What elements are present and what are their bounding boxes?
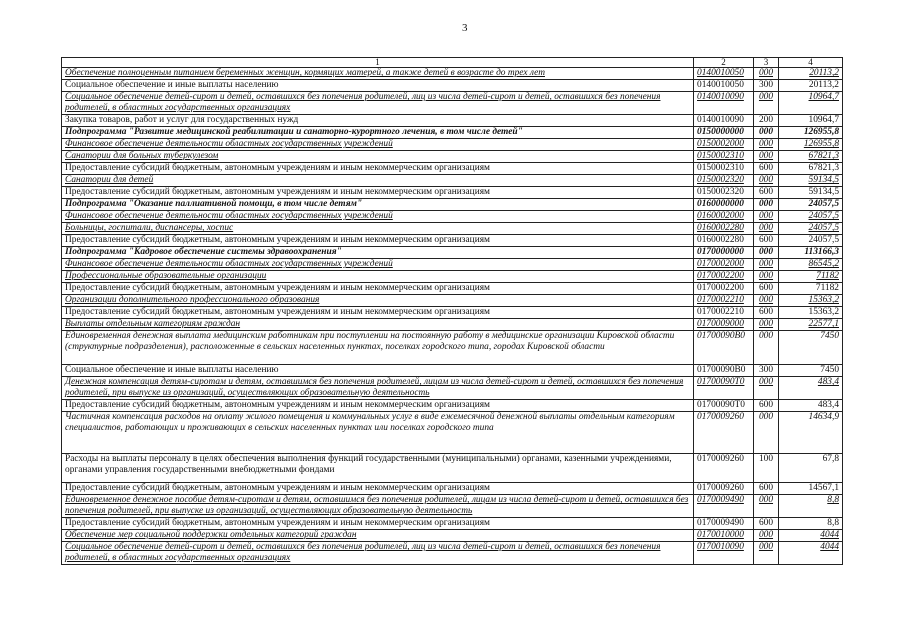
row-type-cell: 000 bbox=[754, 412, 779, 454]
row-amount-cell: 20113,2 bbox=[779, 68, 843, 80]
row-code-cell: 0170009490 bbox=[694, 495, 754, 518]
row-code-cell: 0170009260 bbox=[694, 454, 754, 483]
row-code-cell: 0150002320 bbox=[694, 187, 754, 199]
table-row bbox=[62, 331, 843, 365]
row-type-cell: 000 bbox=[754, 68, 779, 80]
row-type-cell: 000 bbox=[754, 542, 779, 565]
row-name-cell: Расходы на выплаты персоналу в целях обеспечения выполнения функций государственными (муниципальными) органами, казенными учреждениями, органами управления государственными внебюджетными фондами bbox=[62, 454, 694, 483]
table-row bbox=[62, 319, 843, 331]
row-type-cell: 000 bbox=[754, 199, 779, 211]
row-name-cell: Предоставление субсидий бюджетным, автономным учреждениям и иным некоммерческим организациям bbox=[62, 235, 694, 247]
row-code-cell: 0160000000 bbox=[694, 199, 754, 211]
row-code-cell: 0150002310 bbox=[694, 163, 754, 175]
row-amount-cell: 67821,3 bbox=[779, 151, 843, 163]
row-type-cell: 000 bbox=[754, 295, 779, 307]
row-type-cell: 100 bbox=[754, 454, 779, 483]
table-row bbox=[62, 115, 843, 127]
row-name-cell: Финансовое обеспечение деятельности областных государственных учреждений bbox=[62, 211, 694, 223]
row-name-cell: Социальное обеспечение и иные выплаты населению bbox=[62, 80, 694, 92]
row-name-cell: Подпрограмма "Кадровое обеспечение системы здравоохранения" bbox=[62, 247, 694, 259]
table-row bbox=[62, 518, 843, 530]
row-amount-cell: 14567,1 bbox=[779, 483, 843, 495]
row-name-cell: Предоставление субсидий бюджетным, автономным учреждениям и иным некоммерческим организациям bbox=[62, 518, 694, 530]
row-name-cell: Предоставление субсидий бюджетным, автономным учреждениям и иным некоммерческим организациям bbox=[62, 283, 694, 295]
table-row bbox=[62, 68, 843, 80]
row-type-cell: 000 bbox=[754, 319, 779, 331]
row-code-cell: 0150002310 bbox=[694, 151, 754, 163]
table-row bbox=[62, 92, 843, 115]
header-col-2: 2 bbox=[694, 58, 754, 68]
row-type-cell: 000 bbox=[754, 139, 779, 151]
header-col-4: 4 bbox=[779, 58, 843, 68]
row-amount-cell: 126955,8 bbox=[779, 127, 843, 139]
row-amount-cell: 14634,9 bbox=[779, 412, 843, 454]
row-type-cell: 000 bbox=[754, 530, 779, 542]
row-name-cell: Денежная компенсация детям-сиротам и детям, оставшимся без попечения родителей, лицам из числа детей-сирот и детей, оставшихся без попечения родителей, при выпуске из организаций, осуществляющих образовательную деятельность bbox=[62, 377, 694, 400]
row-amount-cell: 24057,5 bbox=[779, 235, 843, 247]
table-row bbox=[62, 199, 843, 211]
row-amount-cell: 4044 bbox=[779, 542, 843, 565]
row-type-cell: 600 bbox=[754, 187, 779, 199]
row-name-cell: Подпрограмма "Оказание паллиативной помощи, в том числе детям" bbox=[62, 199, 694, 211]
row-amount-cell: 8,8 bbox=[779, 518, 843, 530]
table-row bbox=[62, 235, 843, 247]
row-name-cell: Больницы, госпитали, диспансеры, хоспис bbox=[62, 223, 694, 235]
row-name-cell: Закупка товаров, работ и услуг для государственных нужд bbox=[62, 115, 694, 127]
row-amount-cell: 67821,3 bbox=[779, 163, 843, 175]
row-code-cell: 01700090В0 bbox=[694, 331, 754, 365]
table-row bbox=[62, 542, 843, 565]
table-row bbox=[62, 187, 843, 199]
table-row bbox=[62, 211, 843, 223]
table-row bbox=[62, 175, 843, 187]
row-amount-cell: 71182 bbox=[779, 283, 843, 295]
table-row bbox=[62, 454, 843, 483]
row-type-cell: 300 bbox=[754, 80, 779, 92]
table-row bbox=[62, 127, 843, 139]
row-amount-cell: 8,8 bbox=[779, 495, 843, 518]
row-amount-cell: 483,4 bbox=[779, 400, 843, 412]
table-row bbox=[62, 495, 843, 518]
row-name-cell: Подпрограмма "Развитие медицинской реабилитации и санаторно-курортного лечения, в том числе детей" bbox=[62, 127, 694, 139]
row-type-cell: 000 bbox=[754, 259, 779, 271]
row-type-cell: 000 bbox=[754, 211, 779, 223]
budget-table bbox=[61, 57, 843, 565]
row-name-cell: Социальное обеспечение и иные выплаты населению bbox=[62, 365, 694, 377]
row-name-cell: Обеспечение полноценным питанием беременных женщин, кормящих матерей, а также детей в возрасте до трех лет bbox=[62, 68, 694, 80]
row-name-cell: Финансовое обеспечение деятельности областных государственных учреждений bbox=[62, 259, 694, 271]
row-name-cell: Санатории для детей bbox=[62, 175, 694, 187]
table-row bbox=[62, 259, 843, 271]
row-code-cell: 01700090Т0 bbox=[694, 377, 754, 400]
row-type-cell: 000 bbox=[754, 175, 779, 187]
row-name-cell: Санатории для больных туберкулезом bbox=[62, 151, 694, 163]
row-type-cell: 000 bbox=[754, 151, 779, 163]
row-name-cell: Частичная компенсация расходов на оплату жилого помещения и коммунальных услуг в виде ежемесячной денежной выплаты отдельным категориям специалистов, работающих и проживающих в сельских населенных пунктах или поселках городского типа bbox=[62, 412, 694, 454]
table-row bbox=[62, 412, 843, 454]
row-name-cell: Предоставление субсидий бюджетным, автономным учреждениям и иным некоммерческим организациям bbox=[62, 400, 694, 412]
row-amount-cell: 126955,8 bbox=[779, 139, 843, 151]
row-amount-cell: 483,4 bbox=[779, 377, 843, 400]
table-row bbox=[62, 365, 843, 377]
row-amount-cell: 113166,3 bbox=[779, 247, 843, 259]
row-amount-cell: 71182 bbox=[779, 271, 843, 283]
row-type-cell: 600 bbox=[754, 283, 779, 295]
row-type-cell: 000 bbox=[754, 223, 779, 235]
row-code-cell: 0150002320 bbox=[694, 175, 754, 187]
row-amount-cell: 7450 bbox=[779, 365, 843, 377]
row-type-cell: 000 bbox=[754, 127, 779, 139]
row-amount-cell: 20113,2 bbox=[779, 80, 843, 92]
row-amount-cell: 7450 bbox=[779, 331, 843, 365]
row-code-cell: 0170002210 bbox=[694, 307, 754, 319]
row-name-cell: Выплаты отдельным категориям граждан bbox=[62, 319, 694, 331]
row-code-cell: 0170002200 bbox=[694, 271, 754, 283]
row-name-cell: Профессиональные образовательные организации bbox=[62, 271, 694, 283]
row-code-cell: 0170002000 bbox=[694, 259, 754, 271]
row-code-cell: 0170009000 bbox=[694, 319, 754, 331]
row-amount-cell: 10964,7 bbox=[779, 115, 843, 127]
row-amount-cell: 24057,5 bbox=[779, 223, 843, 235]
row-code-cell: 0170010090 bbox=[694, 542, 754, 565]
row-name-cell: Социальное обеспечение детей-сирот и детей, оставшихся без попечения родителей, лиц из числа детей-сирот и детей, оставшихся без попечения родителей, в областных государственных организациях bbox=[62, 92, 694, 115]
row-code-cell: 0170010000 bbox=[694, 530, 754, 542]
page-number: 3 bbox=[462, 22, 468, 34]
row-type-cell: 600 bbox=[754, 483, 779, 495]
row-code-cell: 0150000000 bbox=[694, 127, 754, 139]
table-header-row bbox=[62, 58, 843, 68]
row-type-cell: 300 bbox=[754, 365, 779, 377]
row-code-cell: 0170002200 bbox=[694, 283, 754, 295]
row-code-cell: 0160002280 bbox=[694, 223, 754, 235]
row-name-cell: Обеспечение мер социальной поддержки отдельных категорий граждан bbox=[62, 530, 694, 542]
row-code-cell: 01700090В0 bbox=[694, 365, 754, 377]
table-row bbox=[62, 283, 843, 295]
row-type-cell: 600 bbox=[754, 518, 779, 530]
table-row bbox=[62, 139, 843, 151]
row-amount-cell: 15363,2 bbox=[779, 295, 843, 307]
table-row bbox=[62, 80, 843, 92]
row-amount-cell: 59134,5 bbox=[779, 187, 843, 199]
table-row bbox=[62, 151, 843, 163]
table-row bbox=[62, 295, 843, 307]
row-name-cell: Единовременная денежная выплата медицинским работникам при поступлении на постоянную работу в медицинские организации Кировской области (структурные подразделения), расположенные в сельских населенных пунктах, поселках городского типа, городах Кировской области bbox=[62, 331, 694, 365]
table-row bbox=[62, 400, 843, 412]
row-code-cell: 0140010090 bbox=[694, 92, 754, 115]
row-type-cell: 000 bbox=[754, 331, 779, 365]
row-amount-cell: 24057,5 bbox=[779, 211, 843, 223]
table-row bbox=[62, 483, 843, 495]
table-row bbox=[62, 247, 843, 259]
row-type-cell: 600 bbox=[754, 307, 779, 319]
row-amount-cell: 15363,2 bbox=[779, 307, 843, 319]
row-amount-cell: 4044 bbox=[779, 530, 843, 542]
table-row bbox=[62, 377, 843, 400]
row-type-cell: 600 bbox=[754, 163, 779, 175]
row-amount-cell: 22577,1 bbox=[779, 319, 843, 331]
row-name-cell: Предоставление субсидий бюджетным, автономным учреждениям и иным некоммерческим организациям bbox=[62, 187, 694, 199]
row-name-cell: Предоставление субсидий бюджетным, автономным учреждениям и иным некоммерческим организациям bbox=[62, 163, 694, 175]
row-code-cell: 0150002000 bbox=[694, 139, 754, 151]
row-name-cell: Финансовое обеспечение деятельности областных государственных учреждений bbox=[62, 139, 694, 151]
header-col-1: 1 bbox=[62, 58, 694, 68]
row-code-cell: 0170009260 bbox=[694, 412, 754, 454]
row-amount-cell: 59134,5 bbox=[779, 175, 843, 187]
row-type-cell: 200 bbox=[754, 115, 779, 127]
row-type-cell: 600 bbox=[754, 235, 779, 247]
budget-table-body bbox=[62, 58, 843, 565]
row-type-cell: 000 bbox=[754, 377, 779, 400]
row-type-cell: 000 bbox=[754, 247, 779, 259]
row-amount-cell: 67,8 bbox=[779, 454, 843, 483]
row-name-cell: Предоставление субсидий бюджетным, автономным учреждениям и иным некоммерческим организациям bbox=[62, 307, 694, 319]
row-code-cell: 0140010050 bbox=[694, 80, 754, 92]
row-amount-cell: 10964,7 bbox=[779, 92, 843, 115]
row-code-cell: 0170009260 bbox=[694, 483, 754, 495]
row-code-cell: 0140010090 bbox=[694, 115, 754, 127]
row-code-cell: 0170002210 bbox=[694, 295, 754, 307]
row-name-cell: Социальное обеспечение детей-сирот и детей, оставшихся без попечения родителей, лиц из числа детей-сирот и детей, оставшихся без попечения родителей, в областных государственных организациях bbox=[62, 542, 694, 565]
table-row bbox=[62, 163, 843, 175]
row-name-cell: Единовременное денежное пособие детям-сиротам и детям, оставшимся без попечения родителей, лицам из числа детей-сирот и детей, оставшихся без попечения родителей, при выпуске из организаций, осуществляющих образовательную деятельность bbox=[62, 495, 694, 518]
row-type-cell: 000 bbox=[754, 92, 779, 115]
row-name-cell: Организации дополнительного профессионального образования bbox=[62, 295, 694, 307]
row-name-cell: Предоставление субсидий бюджетным, автономным учреждениям и иным некоммерческим организациям bbox=[62, 483, 694, 495]
row-amount-cell: 86545,2 bbox=[779, 259, 843, 271]
row-type-cell: 000 bbox=[754, 495, 779, 518]
row-code-cell: 0160002280 bbox=[694, 235, 754, 247]
header-col-3: 3 bbox=[754, 58, 779, 68]
row-code-cell: 0140010050 bbox=[694, 68, 754, 80]
row-code-cell: 0170000000 bbox=[694, 247, 754, 259]
table-row bbox=[62, 530, 843, 542]
row-type-cell: 000 bbox=[754, 271, 779, 283]
table-row bbox=[62, 223, 843, 235]
row-code-cell: 01700090Т0 bbox=[694, 400, 754, 412]
table-row bbox=[62, 271, 843, 283]
row-code-cell: 0170009490 bbox=[694, 518, 754, 530]
row-type-cell: 600 bbox=[754, 400, 779, 412]
row-amount-cell: 24057,5 bbox=[779, 199, 843, 211]
table-row bbox=[62, 307, 843, 319]
row-code-cell: 0160002000 bbox=[694, 211, 754, 223]
